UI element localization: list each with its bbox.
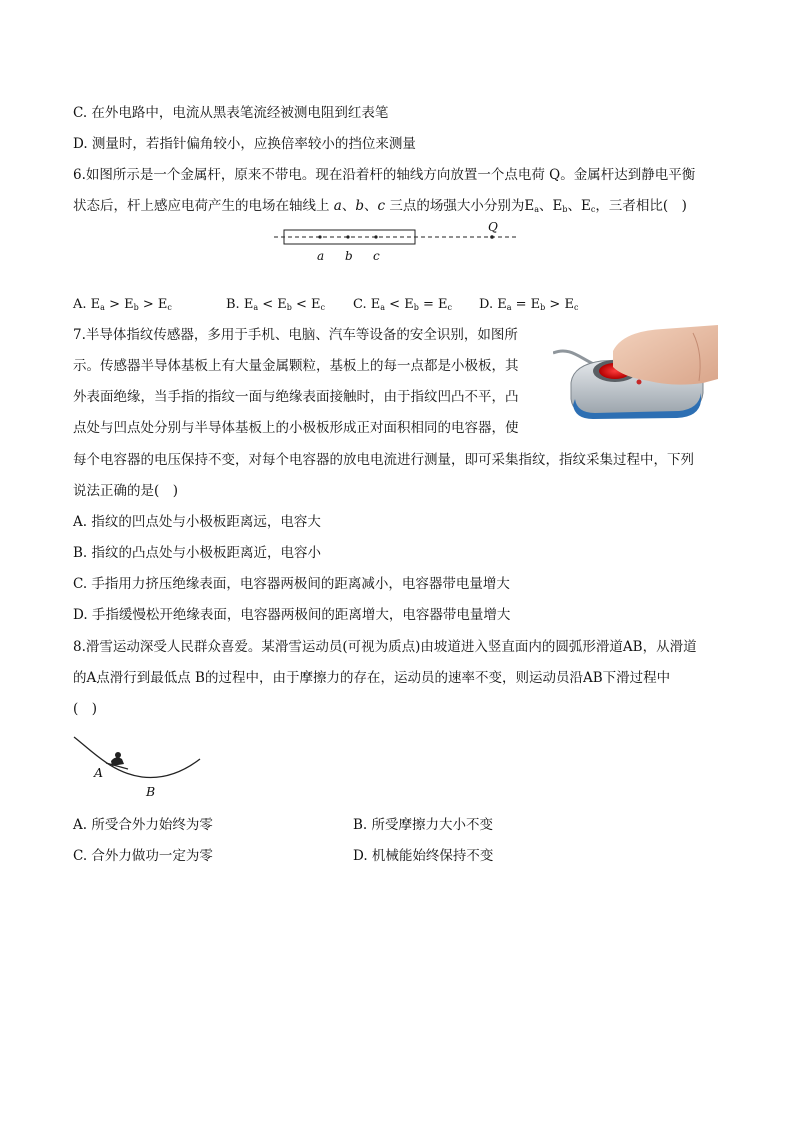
- q8-stem-line1: 8.滑雪运动深受人民群众喜爱。某滑雪运动员(可视为质点)由坡道进入竖直面内的圆弧形滑道AB，从滑道: [73, 639, 697, 655]
- prev-option-c: C. 在外电路中，电流从黑表笔流经被测电阻到红表笔: [73, 105, 389, 121]
- q7-stem-line4: 点处与凹点处分别与半导体基板上的小极板形成正对面积相同的电容器，使: [73, 420, 519, 436]
- q6-stem-line2: 状态后，杆上感应电荷产生的电场在轴线上 a、b、c 三点的场强大小分别为$E_a$、$E_b$、$E_c$，三者相比( ): [73, 198, 687, 214]
- skier-icon: [106, 752, 128, 769]
- q7-option-b: B. 指纹的凸点处与小极板距离近，电容小: [73, 545, 322, 561]
- q8-option-c: C. 合外力做功一定为零: [73, 848, 213, 864]
- label-A: A: [94, 765, 104, 780]
- label-a: a: [317, 249, 325, 263]
- fingerprint-sensor-photo: [553, 323, 718, 419]
- q8-stem-line2: 的A点滑行到最低点 B的过程中，由于摩擦力的存在，运动员的速率不变，则运动员沿AB下滑过程中: [73, 670, 671, 686]
- q8-option-d: D. 机械能始终保持不变: [353, 848, 494, 864]
- point-c: [374, 235, 377, 238]
- q6-stem-line1: 6.如图所示是一个金属杆，原来不带电。现在沿着杆的轴线方向放置一个点电荷 Q。金属杆达到静电平衡: [73, 167, 696, 183]
- q7-stem-line5: 每个电容器的电压保持不变，对每个电容器的放电电流进行测量，即可采集指纹，指纹采集过程中，下列: [73, 452, 694, 468]
- arc-track: [74, 737, 200, 778]
- q7-stem-line1: 7.半导体指纹传感器，多用于手机、电脑、汽车等设备的安全识别，如图所: [73, 327, 518, 343]
- charge-q-dot: [490, 235, 494, 239]
- q7-option-d: D. 手指缓慢松开绝缘表面，电容器两极间的距离增大，电容器带电量增大: [73, 607, 511, 623]
- label-b: b: [345, 249, 353, 263]
- q7-option-a: A. 指纹的凹点处与小极板距离远，电容大: [73, 514, 321, 530]
- q6-option-c: C. $E_a < E_b = E_c$: [353, 297, 452, 312]
- point-b: [346, 235, 349, 238]
- q7-stem-line6: 说法正确的是( ): [73, 483, 179, 499]
- arc-slope-diagram: [72, 733, 207, 801]
- q8-slope-figure: [72, 733, 207, 801]
- label-c: c: [373, 249, 380, 263]
- q7-stem-line2: 示。传感器半导体基板上有大量金属颗粒，基板上的每一点都是小极板，其: [73, 358, 519, 374]
- q8-option-a: A. 所受合外力始终为零: [73, 817, 213, 833]
- q6-option-b: B. $E_a < E_b < E_c$: [226, 297, 326, 312]
- q6-option-d: D. $E_a = E_b > E_c$: [479, 297, 579, 312]
- q7-stem-line3: 外表面绝缘，当手指的指纹一面与绝缘表面接触时，由于指纹凹凸不平，凸: [73, 389, 519, 405]
- q8-stem-line3: ( ): [73, 701, 98, 717]
- q6-option-a: A. $E_a > E_b > E_c$: [73, 297, 172, 312]
- label-B: B: [146, 784, 156, 799]
- fingerprint-sensor-illustration: [553, 323, 718, 419]
- point-a: [318, 235, 321, 238]
- q8-option-b: B. 所受摩擦力大小不变: [353, 817, 494, 833]
- rod-diagram: [272, 222, 522, 266]
- q6-rod-figure: [272, 222, 522, 266]
- label-q: Q: [488, 220, 498, 234]
- q7-option-c: C. 手指用力挤压绝缘表面，电容器两极间的距离减小，电容器带电量增大: [73, 576, 510, 592]
- prev-option-d: D. 测量时，若指针偏角较小，应换倍率较小的挡位来测量: [73, 136, 416, 152]
